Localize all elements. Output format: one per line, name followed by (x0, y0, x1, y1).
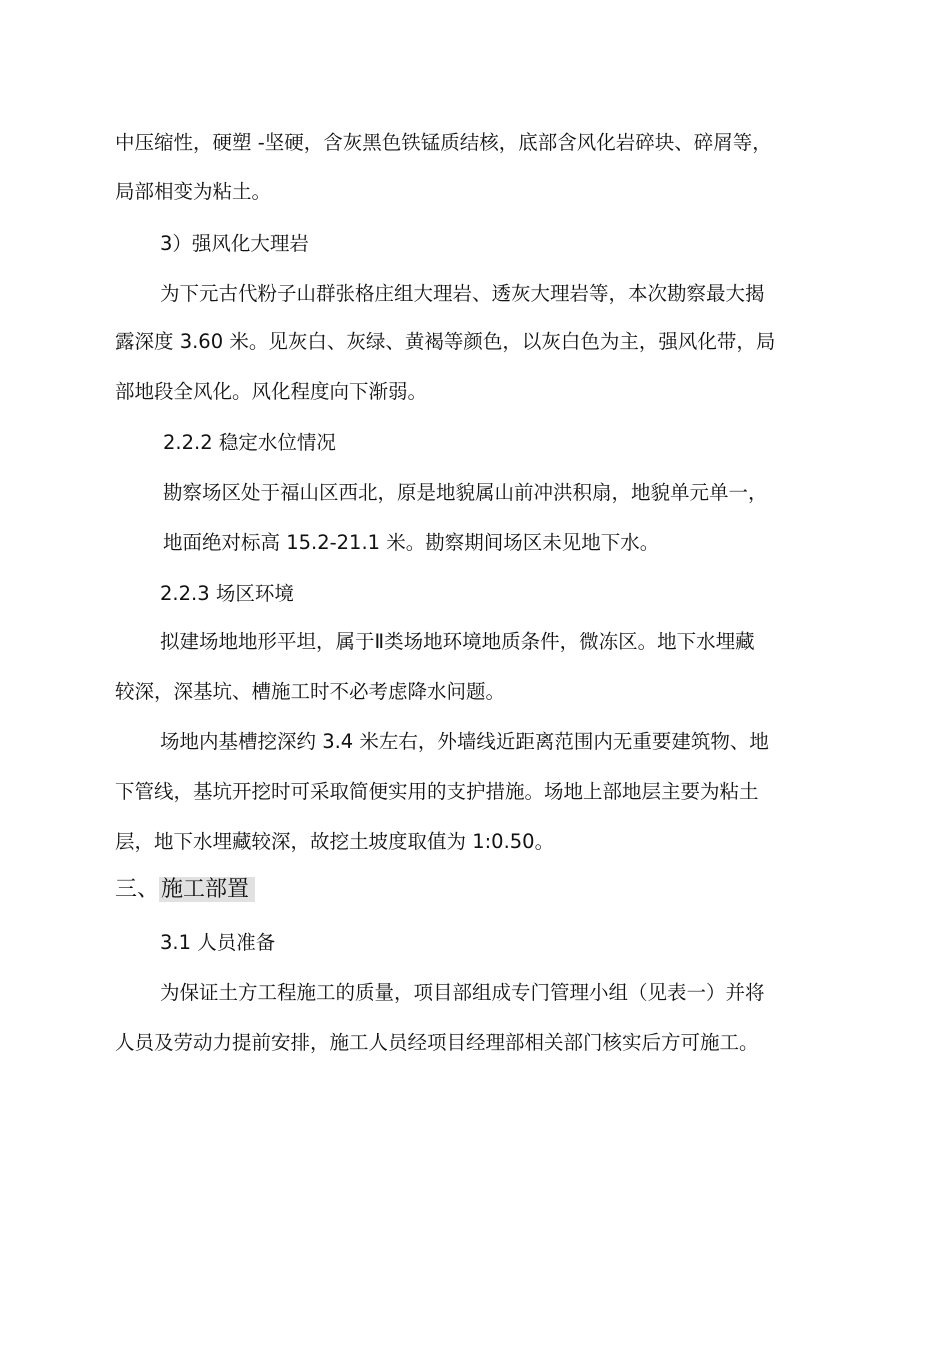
paragraph-line-11: 下管线，基坑开挖时可采取简便实用的支护措施。场地上部地层主要为粘土 (115, 780, 759, 803)
section-number: 三、 (115, 877, 160, 902)
paragraph-line-5: 部地段全风化。风化程度向下渐弱。 (115, 380, 428, 403)
heading-strongly-weathered-marble: 3）强风化大理岩 (160, 232, 309, 255)
paragraph-line-10: 场地内基槽挖深约 3.4 米左右，外墙线近距离范围内无重要建筑物、地 (160, 730, 769, 753)
paragraph-line-3: 为下元古代粉子山群张格庄组大理岩、透灰大理岩等，本次勘察最大揭 (160, 282, 765, 305)
heading-3-1: 3.1 人员准备 (160, 931, 276, 954)
paragraph-line-8: 拟建场地地形平坦，属于Ⅱ类场地环境地质条件，微冻区。地下水埋藏 (160, 630, 755, 653)
paragraph-line-4: 露深度 3.60 米。见灰白、灰绿、黄褐等颜色，以灰白色为主，强风化带，局 (115, 330, 776, 353)
heading-2-2-3: 2.2.3 场区环境 (160, 582, 294, 605)
section-heading-three (115, 876, 255, 904)
paragraph-line-13: 为保证土方工程施工的质量，项目部组成专门管理小组（见表一）并将 (160, 981, 765, 1004)
paragraph-line-1: 中压缩性，硬塑 -坚硬，含灰黑色铁锰质结核，底部含风化岩碎块、碎屑等， (115, 131, 772, 154)
paragraph-line-7: 地面绝对标高 15.2-21.1 米。勘察期间场区未见地下水。 (163, 531, 660, 554)
section-title-highlighted: 施工部置 (159, 877, 255, 902)
paragraph-line-12: 层，地下水埋藏较深，故挖土坡度取值为 1:0.50。 (115, 830, 555, 853)
paragraph-line-14: 人员及劳动力提前安排，施工人员经项目经理部相关部门核实后方可施工。 (115, 1031, 759, 1054)
heading-2-2-2: 2.2.2 稳定水位情况 (163, 431, 336, 454)
paragraph-line-6: 勘察场区处于福山区西北，原是地貌属山前冲洪积扇，地貌单元单一， (163, 481, 768, 504)
paragraph-line-9: 较深，深基坑、槽施工时不必考虑降水问题。 (115, 680, 506, 703)
paragraph-line-2: 局部相变为粘土。 (115, 180, 272, 203)
